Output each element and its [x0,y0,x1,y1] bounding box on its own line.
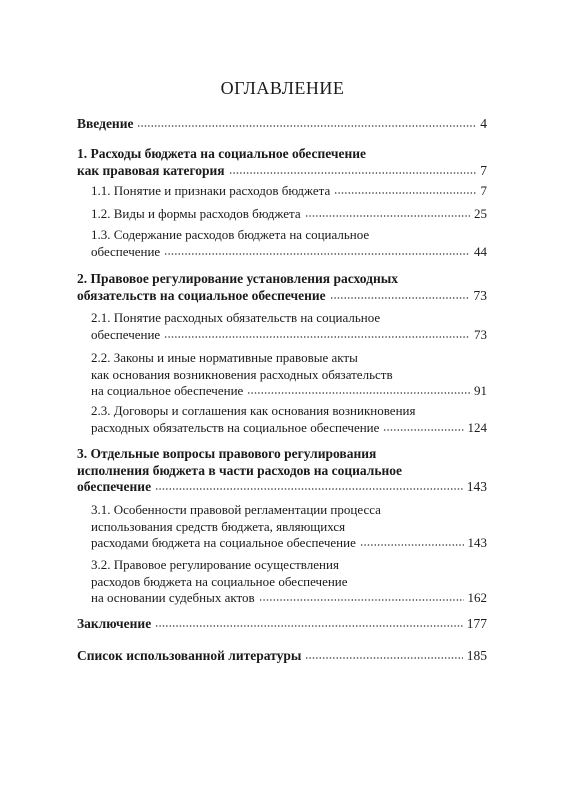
page-number: 177 [466,616,487,631]
toc-entry-section-2-3[interactable] [91,403,487,436]
toc-entry-text: на социальное обеспечение [91,383,244,398]
leader-dots [229,172,477,174]
leader-dots [155,625,463,627]
toc-entry-section-3-1[interactable] [91,502,487,552]
leader-dots [334,192,476,194]
toc-entry-text: 1.3. Содержание расходов бюджета на социальное [91,227,370,242]
toc-entry-text: 2.2. Законы и иные нормативные правовые акты [91,350,358,365]
toc-entry-section-1-1[interactable] [91,183,487,200]
leader-dots [383,429,463,431]
page-number: 124 [467,419,487,435]
page-number: 44 [474,243,487,259]
page-number: 25 [474,206,487,221]
page-number: 7 [480,162,487,178]
page-number: 73 [473,287,487,303]
page-number: 91 [474,383,487,398]
toc-entry-text: 3.1. Особенности правовой регламентации процесса [91,502,381,517]
leader-dots [164,253,470,255]
toc-entry-bibliography[interactable] [77,648,487,665]
toc-entry-text: Заключение [77,616,152,631]
toc-entry-text: 1.1. Понятие и признаки расходов бюджета [91,183,331,198]
toc-entry-text: 2. Правовое регулирование установления расходных [77,271,399,286]
toc-entry-text: обязательств на социальное обеспечение [77,287,326,303]
page-number: 162 [467,590,487,605]
page-number: 73 [474,326,487,342]
toc-entry-text: как правовая категория [77,162,225,178]
page-title: ОГЛАВЛЕНИЕ [220,78,345,98]
toc-entry-text: 1.2. Виды и формы расходов бюджета [91,206,301,221]
toc-entry-text: Список использованной литературы [77,648,302,663]
toc-entry-text: обеспечение [91,243,161,259]
toc-entry-text: обеспечение [91,326,161,342]
toc-entry-text: 2.3. Договоры и соглашения как основания возникновения [91,403,416,418]
leader-dots [137,125,476,127]
toc-entry-introduction[interactable] [77,116,487,133]
page-number: 7 [480,183,487,198]
leader-dots [330,297,470,299]
toc-entry-text: 3.2. Правовое регулирование осуществления [91,557,339,572]
page-number: 143 [467,535,487,550]
leader-dots [247,392,470,394]
toc-entry-text: 1. Расходы бюджета на социальное обеспечение [77,146,367,161]
toc-entry-conclusion[interactable] [77,616,487,633]
toc-entry-text: 2.1. Понятие расходных обязательств на социальное [91,310,381,325]
page-number: 185 [466,648,487,663]
page-number: 4 [480,116,487,131]
toc-entry-text: расходных обязательств на социальное обеспечение [91,419,380,435]
toc-entry-section-2-2[interactable] [91,350,487,400]
toc-entry-section-2-1[interactable] [91,310,487,343]
leader-dots [259,599,464,601]
toc-entry-section-1-2[interactable] [91,206,487,223]
toc-entry-text: расходами бюджета на социальное обеспечение [91,535,356,550]
toc-entry-text: расходов бюджета на социальное обеспечение [91,573,348,589]
toc-entry-text: на основании судебных актов [91,590,255,605]
leader-dots [305,657,462,659]
leader-dots [155,488,463,490]
toc-entry-chapter-3[interactable] [77,446,487,496]
toc-entry-text: 3. Отдельные вопросы правового регулирования [77,446,377,461]
toc-entry-chapter-1[interactable] [77,146,487,179]
toc-entry-text: обеспечение [77,479,152,494]
toc-entry-chapter-2[interactable] [77,271,487,304]
leader-dots [305,215,470,217]
toc-entry-section-1-3[interactable] [91,227,487,260]
toc-entry-text: исполнения бюджета в части расходов на социальное [77,462,403,478]
toc-entry-text: как основания возникновения расходных обязательств [91,366,393,382]
page-number: 143 [466,479,487,494]
leader-dots [164,336,470,338]
toc-entry-text: Введение [77,116,134,131]
leader-dots [360,544,464,546]
toc-entry-section-3-2[interactable] [91,557,487,607]
toc-entry-text: использования средств бюджета, являющихся [91,518,346,534]
